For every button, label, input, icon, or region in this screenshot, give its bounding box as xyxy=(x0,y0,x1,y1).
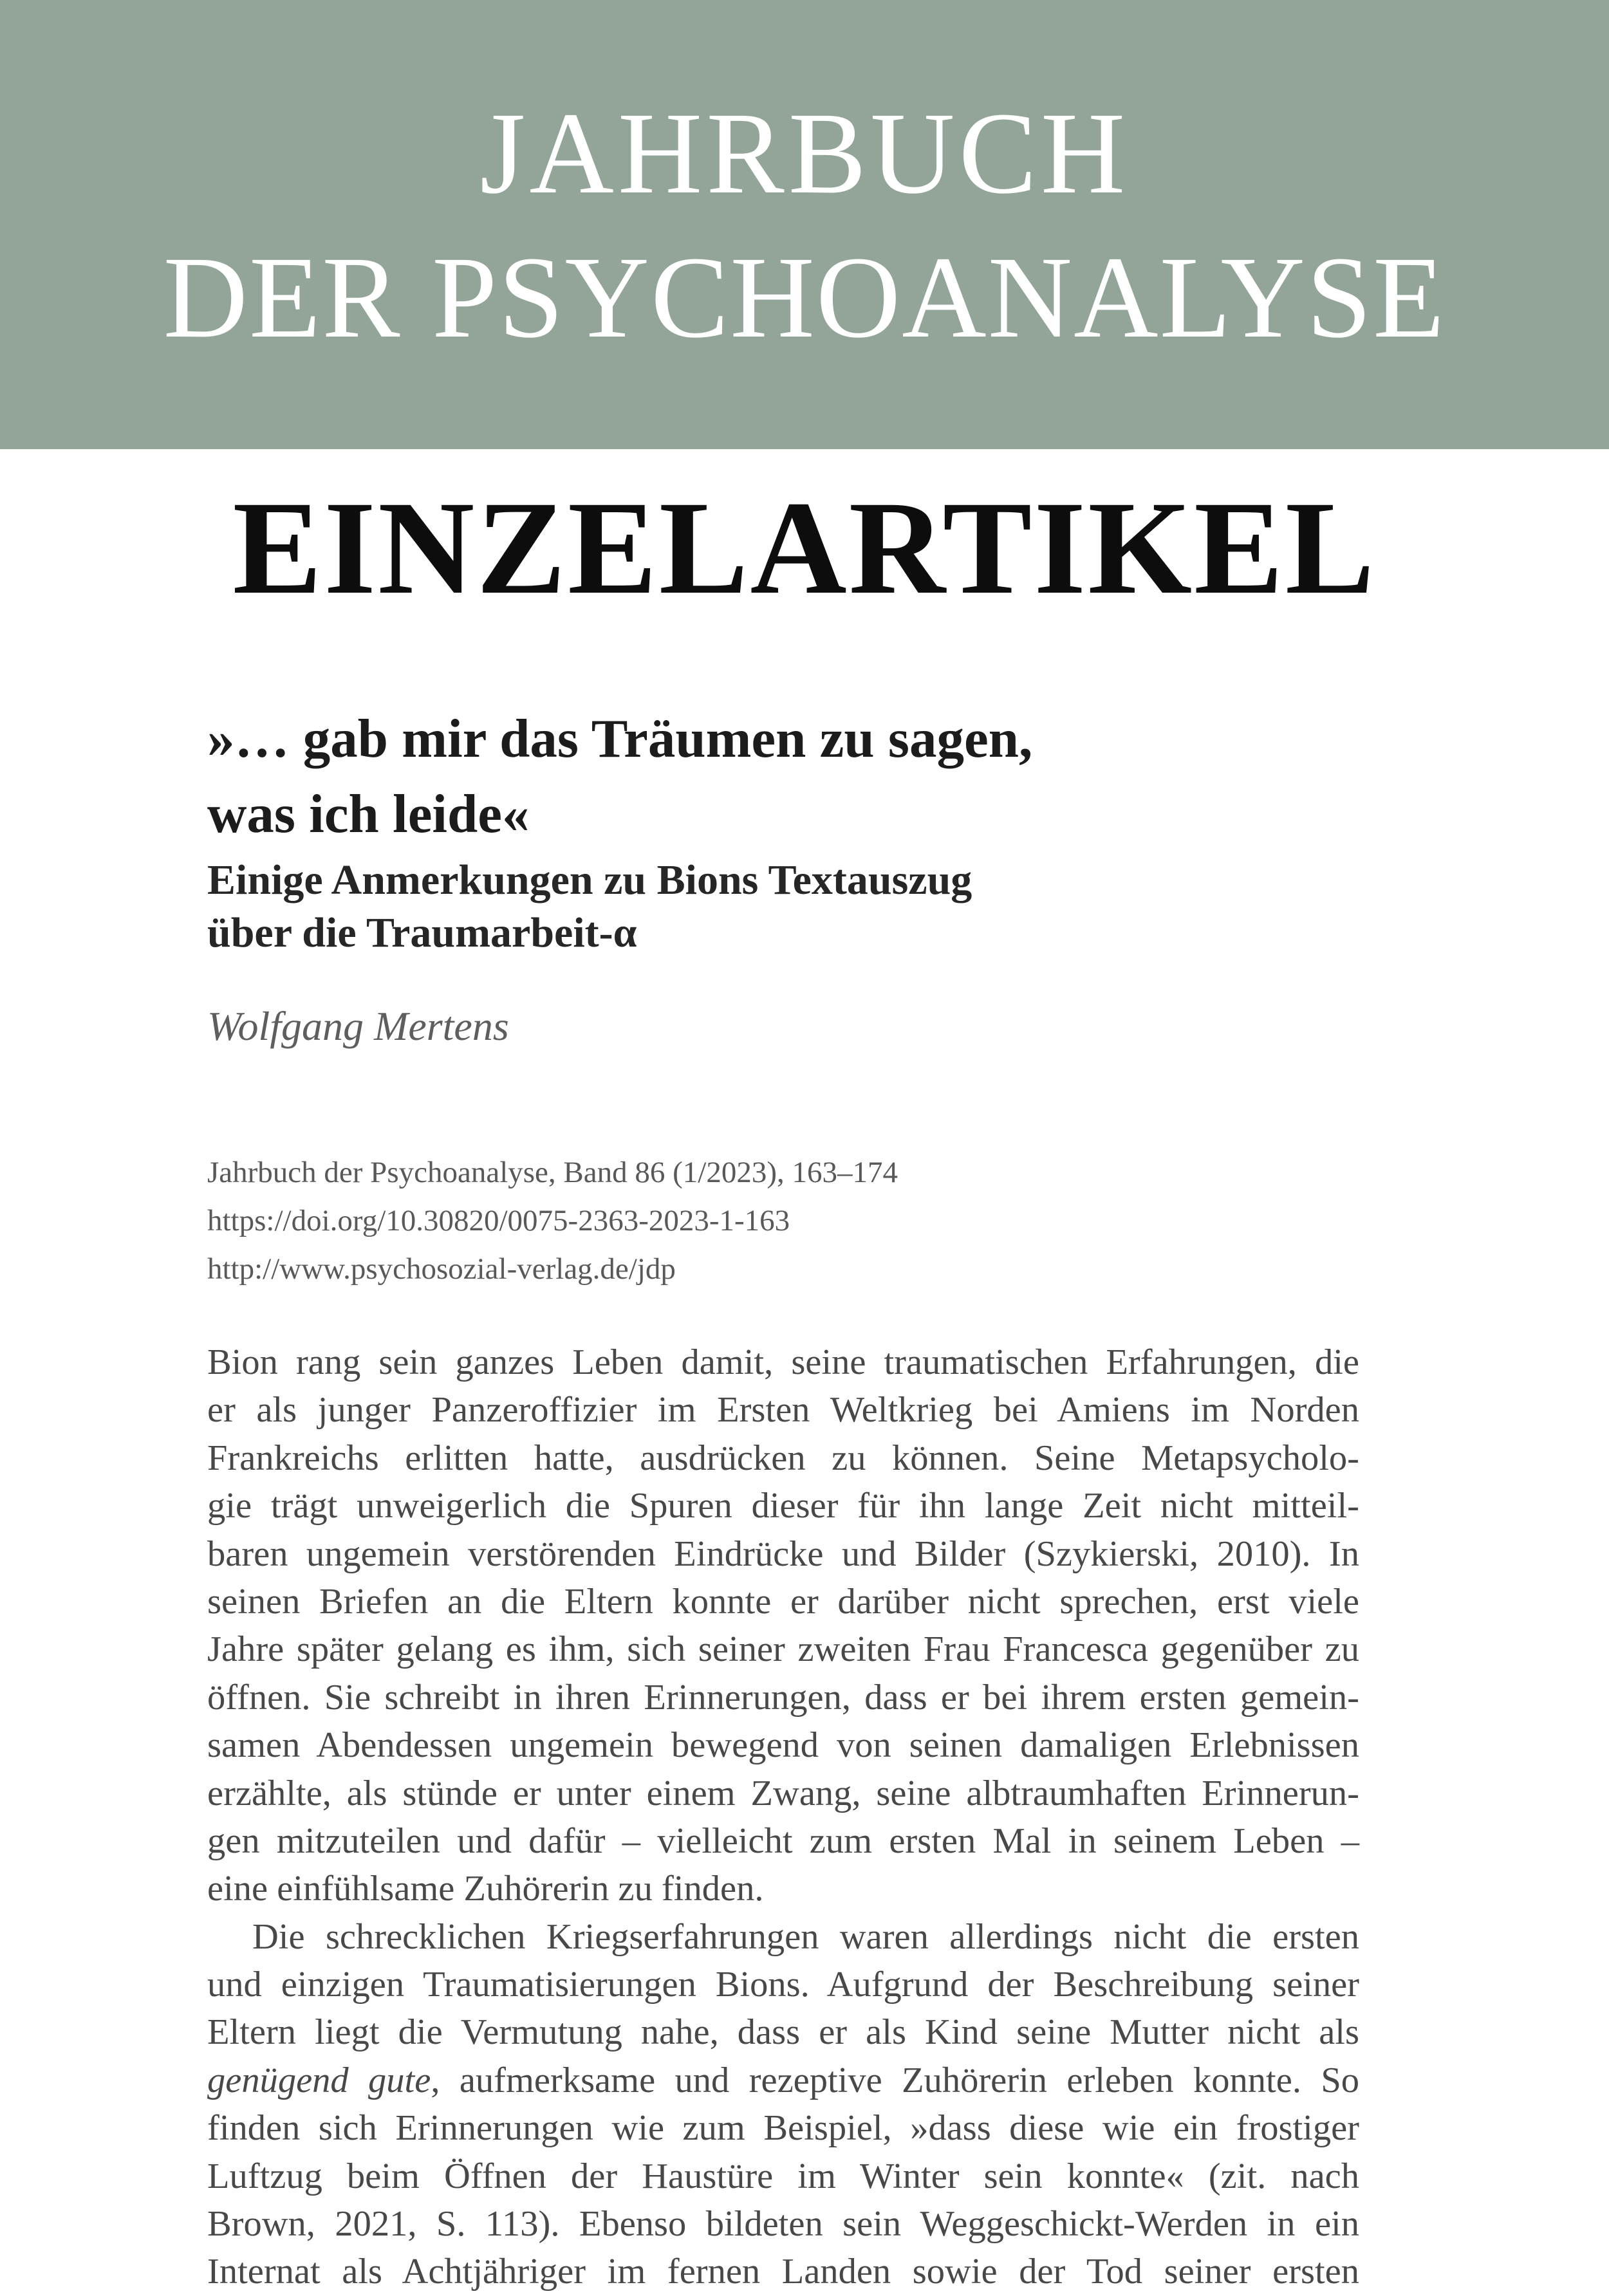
text-line: er als junger Panzeroffizier im Ersten Weltkrieg bei Amiens im Norden xyxy=(207,1390,1359,1430)
paragraph-1 xyxy=(207,1338,1359,1913)
text-line: Frankreichs erlitten hatte, ausdrücken zu können. Seine Metapsycholo- xyxy=(207,1438,1359,1478)
text-line: eine einfühlsame Zuhörerin zu finden. xyxy=(207,1869,764,1909)
doi-link[interactable]: https://doi.org/10.30820/0075-2363-2023-1-163 xyxy=(207,1204,790,1237)
text-line xyxy=(207,2057,1359,2104)
article-subtitle xyxy=(207,854,1359,959)
text-line: gie trägt unweigerlich die Spuren dieser für ihn lange Zeit nicht mitteil- xyxy=(207,1486,1359,1526)
text-line: samen Abendessen ungemein bewegend von seinen damaligen Erlebnissen xyxy=(207,1725,1359,1766)
article-body xyxy=(207,1338,1359,2296)
text-line: erzählte, als stünde er unter einem Zwang, seine albtraumhaften Erinnerun- xyxy=(207,1773,1359,1813)
text-segment: , aufmerksame und rezeptive Zuhörerin erleben konnte. So xyxy=(431,2060,1359,2100)
text-line: Eltern liegt die Vermutung nahe, dass er als Kind seine Mutter nicht als xyxy=(207,2012,1359,2053)
text-line: seinen Briefen an die Eltern konnte er darüber nicht sprechen, erst viele xyxy=(207,1581,1359,1622)
emphasis-text: genügend gute xyxy=(207,2060,431,2100)
text-line: Internat als Achtjähriger im fernen Landen sowie der Tod seiner ersten xyxy=(207,2252,1359,2292)
text-line: Brown, 2021, S. 113). Ebenso bildeten sein Weggeschickt-Werden in ein xyxy=(207,2204,1359,2245)
text-line: und einzigen Traumatisierungen Bions. Aufgrund der Beschreibung seiner xyxy=(207,1965,1359,2005)
section-label: EINZELARTIKEL xyxy=(232,474,1377,622)
text-line: gen mitzuteilen und dafür – vielleicht zum ersten Mal in seinem Leben – xyxy=(207,1820,1359,1861)
text-line: öffnen. Sie schreibt in ihren Erinnerungen, dass er bei ihrem ersten gemein- xyxy=(207,1677,1359,1717)
text-line: finden sich Erinnerungen wie zum Beispiel, »dass diese wie ein frostiger xyxy=(207,2108,1359,2149)
article-subtitle-line: über die Traumarbeit-α xyxy=(207,909,637,956)
article-author: Wolfgang Mertens xyxy=(207,1003,509,1049)
text-line: Jahre später gelang es ihm, sich seiner zweiten Frau Francesca gegenüber zu xyxy=(207,1629,1359,1670)
text-line: Die schrecklichen Kriegserfahrungen waren allerdings nicht die ersten xyxy=(252,1916,1359,1957)
text-line: Luftzug beim Öffnen der Haustüre im Winter sein konnte« (zit. nach xyxy=(207,2156,1359,2196)
journal-banner xyxy=(0,0,1609,449)
article-title-line: »… gab mir das Träumen zu sagen, xyxy=(207,708,1033,769)
article-title xyxy=(207,701,1359,852)
journal-title-line-2: DER PSYCHOANALYSE xyxy=(163,233,1446,362)
article-subtitle-line: Einige Anmerkungen zu Bions Textauszug xyxy=(207,856,972,903)
publication-meta xyxy=(207,1149,1359,1293)
citation-line: Jahrbuch der Psychoanalyse, Band 86 (1/2023), 163–174 xyxy=(207,1156,898,1189)
text-line: Bion rang sein ganzes Leben damit, seine traumatischen Erfahrungen, die xyxy=(207,1342,1359,1382)
journal-title-line-1: JAHRBUCH xyxy=(479,89,1130,218)
text-line: baren ungemein verstörenden Eindrücke und Bilder (Szykierski, 2010). In xyxy=(207,1533,1359,1574)
article-title-line: was ich leide« xyxy=(207,784,530,844)
publisher-link[interactable]: http://www.psychosozial-verlag.de/jdp xyxy=(207,1252,676,1286)
paragraph-2 xyxy=(207,1913,1359,2296)
